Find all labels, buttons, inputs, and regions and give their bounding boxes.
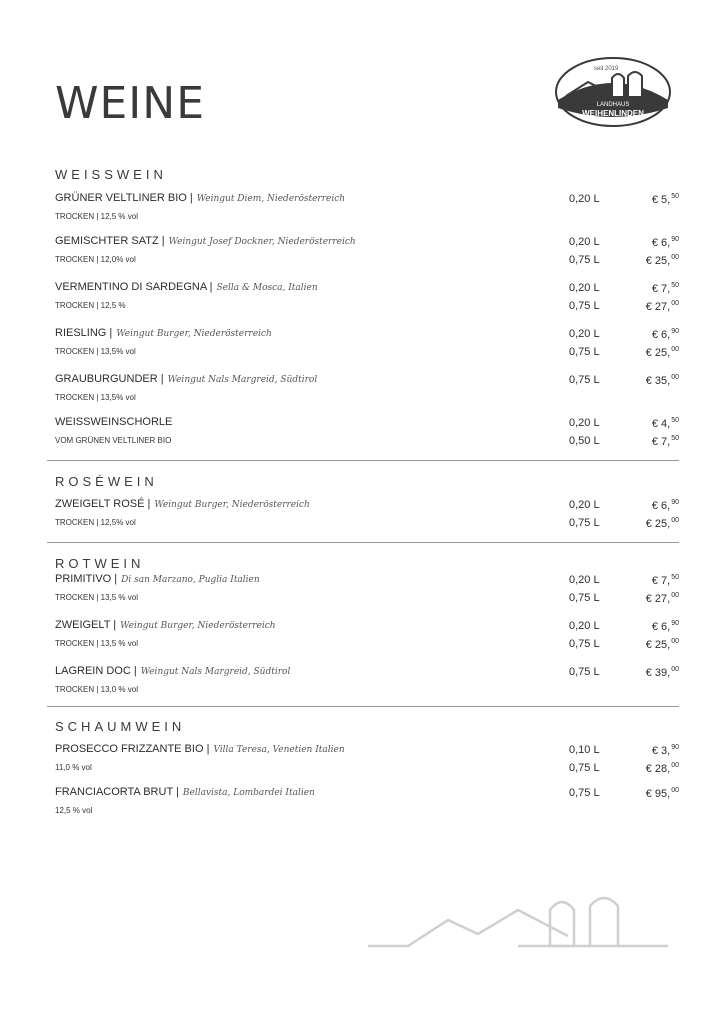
price: € 6,90 <box>651 499 679 512</box>
wine-producer: Di san Marzano, Puglia Italien <box>121 575 260 585</box>
price-row <box>569 762 679 779</box>
volume: 0,20 L <box>569 282 600 294</box>
price: € 95,00 <box>645 787 679 800</box>
price-row <box>569 499 679 516</box>
price-row <box>569 417 679 434</box>
price: € 4,50 <box>651 417 679 430</box>
wine-details: TROCKEN | 13,5% vol <box>55 393 136 402</box>
wine-item <box>55 416 679 449</box>
wine-item <box>55 192 679 225</box>
price: € 27,00 <box>645 300 679 313</box>
wine-details: 12,5 % vol <box>55 806 93 815</box>
wine-details: 11,0 % vol <box>55 763 92 772</box>
price-row <box>569 328 679 345</box>
volume: 0,75 L <box>569 592 600 604</box>
wine-item <box>55 743 679 776</box>
price-row <box>569 517 679 534</box>
wine-name: ZWEIGELT ROSÉ | <box>55 498 151 510</box>
volume: 0,75 L <box>569 346 600 358</box>
wine-name: RIESLING | <box>55 327 113 339</box>
volume: 0,50 L <box>569 435 600 447</box>
wine-name: PROSECCO FRIZZANTE BIO | <box>55 743 210 755</box>
wine-name: VERMENTINO DI SARDEGNA | <box>55 281 213 293</box>
wine-details: TROCKEN | 12,0% vol <box>55 255 136 264</box>
price: € 39,00 <box>645 666 679 679</box>
wine-name: PRIMITIVO | <box>55 573 118 585</box>
price: € 7,50 <box>651 435 679 448</box>
section-rotwein <box>55 556 679 571</box>
wine-producer: Weingut Burger, Niederösterreich <box>154 500 310 510</box>
logo-tagline: seit 2019 <box>594 66 619 72</box>
landhaus-logo <box>554 56 672 128</box>
price-row <box>569 592 679 609</box>
volume: 0,20 L <box>569 193 600 205</box>
wine-item <box>55 498 679 531</box>
volume: 0,75 L <box>569 638 600 650</box>
page-title: WEINE <box>55 78 205 129</box>
wine-details: TROCKEN | 12,5 % vol <box>55 212 138 221</box>
wine-producer: Bellavista, Lombardei Italien <box>182 788 315 798</box>
wine-producer: Weingut Diem, Niederösterreich <box>196 194 346 204</box>
wine-producer: Sella & Mosca, Italien <box>216 283 318 293</box>
wine-name: GRAUBURGUNDER | <box>55 373 164 385</box>
section-rosewein <box>55 474 679 489</box>
wine-details: TROCKEN | 13,5 % vol <box>55 639 138 648</box>
price: € 25,00 <box>645 517 679 530</box>
wine-producer: Weingut Josef Dockner, Niederösterreich <box>168 237 356 247</box>
wine-item <box>55 619 679 652</box>
wine-item <box>55 665 679 698</box>
price: € 6,90 <box>651 620 679 633</box>
section-weisswein <box>55 167 679 182</box>
section-schaumwein <box>55 719 679 734</box>
price: € 3,90 <box>651 744 679 757</box>
price-row <box>569 346 679 363</box>
wine-name: WEISSWEINSCHORLE <box>55 416 173 428</box>
wine-details: TROCKEN | 13,0 % vol <box>55 685 138 694</box>
price: € 6,90 <box>651 328 679 341</box>
wine-name: ZWEIGELT | <box>55 619 117 631</box>
price-row <box>569 620 679 637</box>
price-row <box>569 574 679 591</box>
divider <box>47 542 679 543</box>
price: € 25,00 <box>645 254 679 267</box>
price: € 7,50 <box>651 574 679 587</box>
wine-producer: Villa Teresa, Venetien Italien <box>213 745 345 755</box>
price-row <box>569 254 679 271</box>
volume: 0,75 L <box>569 787 600 799</box>
volume: 0,20 L <box>569 620 600 632</box>
logo-line1: LANDHAUS <box>596 102 630 108</box>
price: € 25,00 <box>645 346 679 359</box>
section-title: ROSÉWEIN <box>55 474 158 489</box>
price-row <box>569 638 679 655</box>
price: € 6,90 <box>651 236 679 249</box>
volume: 0,75 L <box>569 517 600 529</box>
wine-name: GRÜNER VELTLINER BIO | <box>55 192 193 204</box>
wine-name: FRANCIACORTA BRUT | <box>55 786 179 798</box>
price: € 7,50 <box>651 282 679 295</box>
price-row <box>569 435 679 452</box>
volume: 0,75 L <box>569 762 600 774</box>
price: € 35,00 <box>645 374 679 387</box>
logo-line2: WEIHENLINDEN <box>582 109 644 118</box>
wine-item <box>55 373 679 406</box>
volume: 0,75 L <box>569 666 600 678</box>
price-row <box>569 300 679 317</box>
section-title: ROTWEIN <box>55 556 145 571</box>
volume: 0,75 L <box>569 374 600 386</box>
wine-item <box>55 786 679 819</box>
wine-details: VOM GRÜNEN VELTLINER BIO <box>55 436 172 445</box>
price: € 25,00 <box>645 638 679 651</box>
wine-details: TROCKEN | 13,5 % vol <box>55 593 138 602</box>
price-row <box>569 787 679 804</box>
section-title: SCHAUMWEIN <box>55 719 186 734</box>
price: € 27,00 <box>645 592 679 605</box>
wine-producer: Weingut Nals Margreid, Südtirol <box>140 667 291 677</box>
volume: 0,75 L <box>569 300 600 312</box>
price-row <box>569 666 679 683</box>
price-row <box>569 374 679 391</box>
wine-details: TROCKEN | 12,5% vol <box>55 518 136 527</box>
price-row <box>569 236 679 253</box>
wine-name: GEMISCHTER SATZ | <box>55 235 165 247</box>
volume: 0,10 L <box>569 744 600 756</box>
price-row <box>569 193 679 210</box>
divider <box>47 460 679 461</box>
wine-details: TROCKEN | 12,5 % <box>55 301 126 310</box>
section-title: WEISSWEIN <box>55 167 167 182</box>
house-outline-decoration <box>368 890 668 950</box>
volume: 0,20 L <box>569 499 600 511</box>
volume: 0,20 L <box>569 236 600 248</box>
wine-producer: Weingut Nals Margreid, Südtirol <box>167 375 318 385</box>
divider <box>47 706 679 707</box>
volume: 0,20 L <box>569 417 600 429</box>
wine-producer: Weingut Burger, Niederösterreich <box>120 621 276 631</box>
wine-item <box>55 281 679 314</box>
wine-producer: Weingut Burger, Niederösterreich <box>116 329 272 339</box>
price: € 5,50 <box>651 193 679 206</box>
wine-name: LAGREIN DOC | <box>55 665 137 677</box>
wine-item <box>55 573 679 606</box>
price: € 28,00 <box>645 762 679 775</box>
volume: 0,75 L <box>569 254 600 266</box>
volume: 0,20 L <box>569 574 600 586</box>
volume: 0,20 L <box>569 328 600 340</box>
wine-item <box>55 235 679 268</box>
wine-details: TROCKEN | 13,5% vol <box>55 347 136 356</box>
wine-item <box>55 327 679 360</box>
price-row <box>569 744 679 761</box>
price-row <box>569 282 679 299</box>
